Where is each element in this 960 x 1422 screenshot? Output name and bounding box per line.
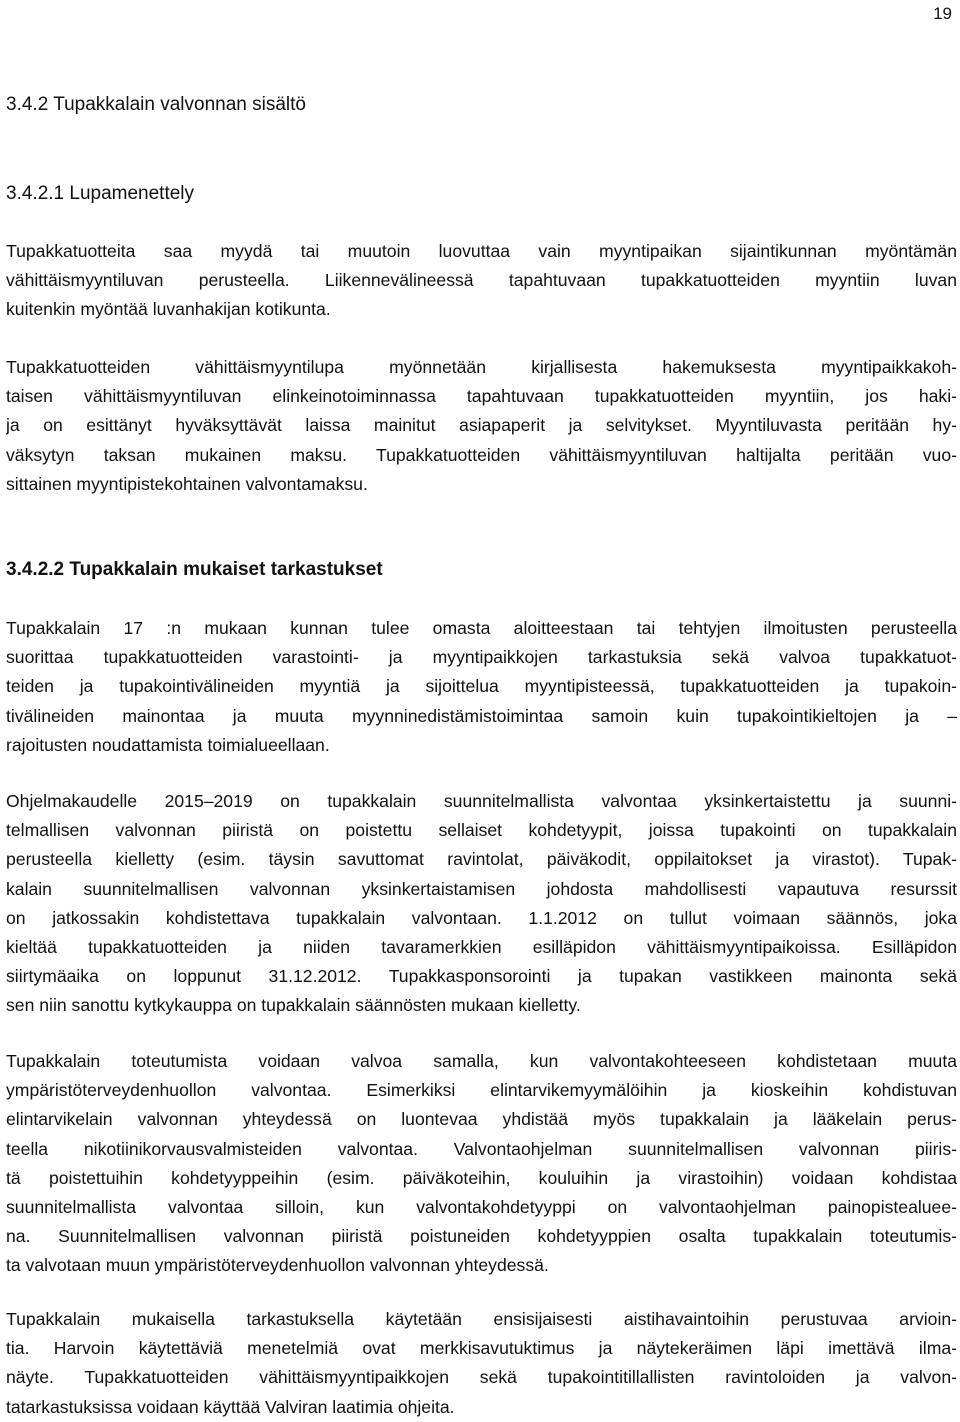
section-heading-3-4-2: 3.4.2 Tupakkalain valvonnan sisältö xyxy=(6,94,306,115)
text-line: telmallisen valvonnan piiristä on poistettu sellaiset kohdetyypit, joissa tupakointi on tupakkalain xyxy=(6,820,957,841)
text-line: suunnitelmallista valvontaa silloin, kun valvontakohdetyyppi on valvontaohjelman painopistealuee- xyxy=(6,1197,957,1218)
text-line: vähittäismyyntiluvan perusteella. Liikennevälineessä tapahtuvaan tupakkatuotteiden myyntiin luvan xyxy=(6,270,957,291)
paragraph-combined-supervision xyxy=(6,1047,957,1281)
text-line: teiden ja tupakointivälineiden myyntiä ja sijoittelua myyntipisteessä, tupakkatuotteiden ja tupakoin- xyxy=(6,676,957,697)
section-heading-3-4-2-2: 3.4.2.2 Tupakkalain mukaiset tarkastukset xyxy=(6,559,383,580)
text-line: na. Suunnitelmallisen valvonnan piiristä poistuneiden kohdetyyppien osalta tupakkalain toteutumis- xyxy=(6,1226,957,1247)
text-line: taisen vähittäismyyntiluvan elinkeinotoiminnassa tapahtuvaan tupakkatuotteiden myyntiin, jos haki- xyxy=(6,386,957,407)
text-line: kieltää tupakkatuotteiden ja niiden tavaramerkkien esilläpidon vähittäismyyntipaikoissa. Esilläpidon xyxy=(6,937,957,958)
text-line: tatarkastuksissa voidaan käyttää Valviran laatimia ohjeita. xyxy=(6,1396,455,1417)
paragraph-licensing xyxy=(6,237,957,325)
text-line: kalain suunnitelmallisen valvonnan yksinkertaistamisen johdosta mahdollisesti vapautuva resurssit xyxy=(6,878,957,899)
text-line: Tupakkatuotteita saa myydä tai muutoin luovuttaa vain myyntipaikan sijaintikunnan myöntämän xyxy=(6,241,957,261)
text-line: kuitenkin myöntää luvanhakijan kotikunta. xyxy=(6,299,331,320)
text-line: tä poistettuihin kohdetyyppeihin (esim. päiväkoteihin, kouluihin ja virastoihin) voidaan kohdistaa xyxy=(6,1167,957,1188)
text-line: tivälineiden mainontaa ja muuta myynninedistämistoimintaa samoin kuin tupakointikieltojen ja – xyxy=(6,705,957,726)
text-line: väksytyn taksan mukainen maksu. Tupakkatuotteiden vähittäismyyntiluvan haltijalta peritään vuo- xyxy=(6,444,957,465)
text-line: näyte. Tupakkatuotteiden vähittäismyyntipaikkojen sekä tupakointitillallisten ravintoloiden ja valvon- xyxy=(6,1367,957,1388)
section-heading-3-4-2-1: 3.4.2.1 Lupamenettely xyxy=(6,183,195,204)
text-line: Tupakkalain mukaisella tarkastuksella käytetään ensisijaisesti aistihavaintoihin perustuvaa arvioin- xyxy=(6,1309,957,1329)
text-line: tia. Harvoin käytettäviä menetelmiä ovat merkkisavutuktimus ja näytekeräimen läpi imettävä ilma- xyxy=(6,1338,957,1359)
text-line: sen niin sanottu kytkykauppa on tupakkalain säännösten mukaan kielletty. xyxy=(6,995,581,1016)
paragraph-inspection-methods xyxy=(6,1305,957,1422)
text-line: on jatkossakin kohdistettava tupakkalain valvontaan. 1.1.2012 on tullut voimaan säännös, joka xyxy=(6,907,957,928)
text-line: sittainen myyntipistekohtainen valvontamaksu. xyxy=(6,473,368,494)
text-line: teella nikotiinikorvausvalmisteiden valvontaa. Valvontaohjelman suunnitelmallisen valvonnan piiris- xyxy=(6,1138,957,1159)
paragraph-inspections xyxy=(6,614,957,760)
paragraph-retail-license xyxy=(6,353,957,499)
paragraph-program-period xyxy=(6,787,957,1021)
text-line: Tupakkalain toteutumista voidaan valvoa samalla, kun valvontakohteeseen kohdistetaan muuta xyxy=(6,1051,957,1071)
text-line: ympäristöterveydenhuollon valvontaa. Esimerkiksi elintarvikemyymälöihin ja kioskeihin kohdistuvan xyxy=(6,1080,957,1101)
text-line: rajoitusten noudattamista toimialueellaan. xyxy=(6,734,330,755)
text-line: ja on esittänyt hyväksyttävät laissa mainitut asiapaperit ja selvitykset. Myyntiluvasta peritään hy- xyxy=(6,415,957,436)
text-line: Ohjelmakaudelle 2015–2019 on tupakkalain suunnitelmallista valvontaa yksinkertaistettu ja suunni- xyxy=(6,791,957,811)
text-line: suorittaa tupakkatuotteiden varastointi- ja myyntipaikkojen tarkastuksia sekä valvoa tupakkatuot- xyxy=(6,647,957,668)
page-number: 19 xyxy=(933,4,952,23)
text-line: perusteella kielletty (esim. täysin savuttomat ravintolat, päiväkodit, oppilaitokset ja virastot). Tupak- xyxy=(6,849,957,870)
text-line: Tupakkalain 17 :n mukaan kunnan tulee omasta aloitteestaan tai tehtyjen ilmoitusten perusteella xyxy=(6,618,957,638)
text-line: elintarvikelain valvonnan yhteydessä on luontevaa yhdistää myös tupakkalain ja lääkelain perus- xyxy=(6,1109,957,1130)
text-line: Tupakkatuotteiden vähittäismyyntilupa myönnetään kirjallisesta hakemuksesta myyntipaikkakoh- xyxy=(6,357,957,377)
text-line: ta valvotaan muun ympäristöterveydenhuollon valvonnan yhteydessä. xyxy=(6,1255,549,1276)
text-line: siirtymäaika on loppunut 31.12.2012. Tupakkasponsorointi ja tupakan vastikkeen mainonta sekä xyxy=(6,966,957,987)
